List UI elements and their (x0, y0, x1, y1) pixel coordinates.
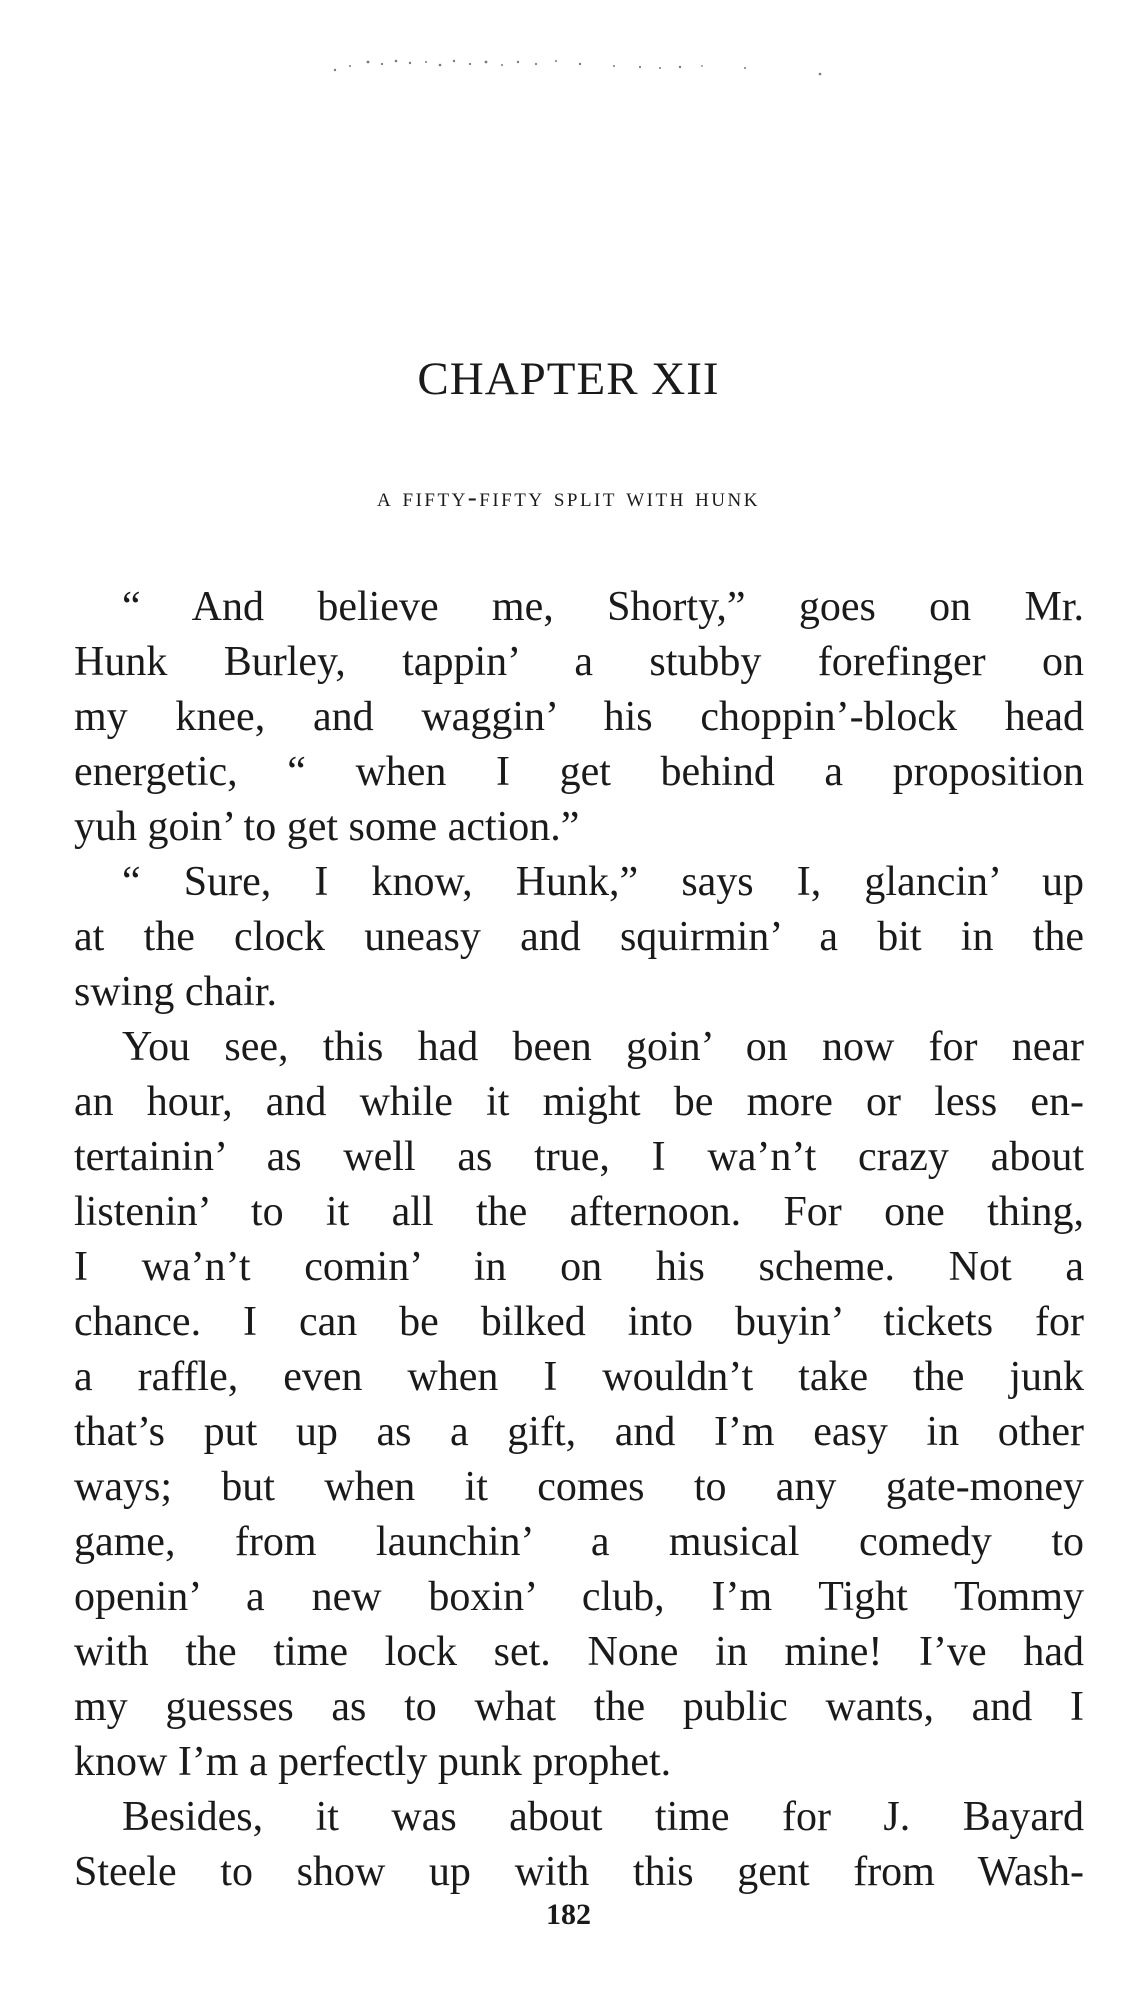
text-line: my knee, and waggin’ his choppin’-block head (74, 694, 1084, 740)
text-line: with the time lock set. None in mine! I’ve had (74, 1629, 1084, 1675)
text-line: swing chair. (74, 969, 277, 1015)
text-line: “ Sure, I know, Hunk,” says I, glancin’ up (122, 859, 1084, 905)
text-line: a raffle, even when I wouldn’t take the junk (74, 1354, 1084, 1400)
text-line: know I’m a perfectly punk prophet. (74, 1739, 672, 1785)
text-line: yuh goin’ to get some action.” (74, 804, 580, 850)
scan-specks (330, 52, 830, 82)
chapter-title: CHAPTER XII (417, 353, 720, 405)
text-line: Besides, it was about time for J. Bayard (122, 1794, 1084, 1840)
text-line: tertainin’ as well as true, I wa’n’t crazy about (74, 1134, 1084, 1180)
text-line: Steele to show up with this gent from Wash- (74, 1849, 1084, 1895)
text-line: listenin’ to it all the afternoon. For one thing, (74, 1189, 1084, 1235)
text-line: “ And believe me, Shorty,” goes on Mr. (122, 584, 1084, 630)
text-line: at the clock uneasy and squirmin’ a bit in the (74, 914, 1084, 960)
text-line: energetic, “ when I get behind a proposition (74, 749, 1084, 795)
text-line: openin’ a new boxin’ club, I’m Tight Tommy (74, 1574, 1084, 1620)
text-line: chance. I can be bilked into buyin’ tickets for (74, 1299, 1084, 1345)
text-line: that’s put up as a gift, and I’m easy in other (74, 1409, 1084, 1455)
text-line: ways; but when it comes to any gate-money (74, 1464, 1084, 1510)
text-line: Hunk Burley, tappin’ a stubby forefinger on (74, 639, 1084, 685)
text-line: You see, this had been goin’ on now for near (122, 1024, 1084, 1070)
text-line: an hour, and while it might be more or less en- (74, 1079, 1084, 1125)
paragraph (74, 580, 1084, 855)
paragraph (74, 1020, 1084, 1790)
text-line: I wa’n’t comin’ in on his scheme. Not a (74, 1244, 1084, 1290)
chapter-subtitle: a fifty-fifty split with hunk (377, 482, 760, 512)
paragraph (74, 855, 1084, 1020)
paragraph (74, 1790, 1084, 1900)
text-line: game, from launchin’ a musical comedy to (74, 1519, 1084, 1565)
page-number: 182 (546, 1898, 591, 1931)
body-text (74, 580, 1084, 1900)
text-line: my guesses as to what the public wants, and I (74, 1684, 1084, 1730)
